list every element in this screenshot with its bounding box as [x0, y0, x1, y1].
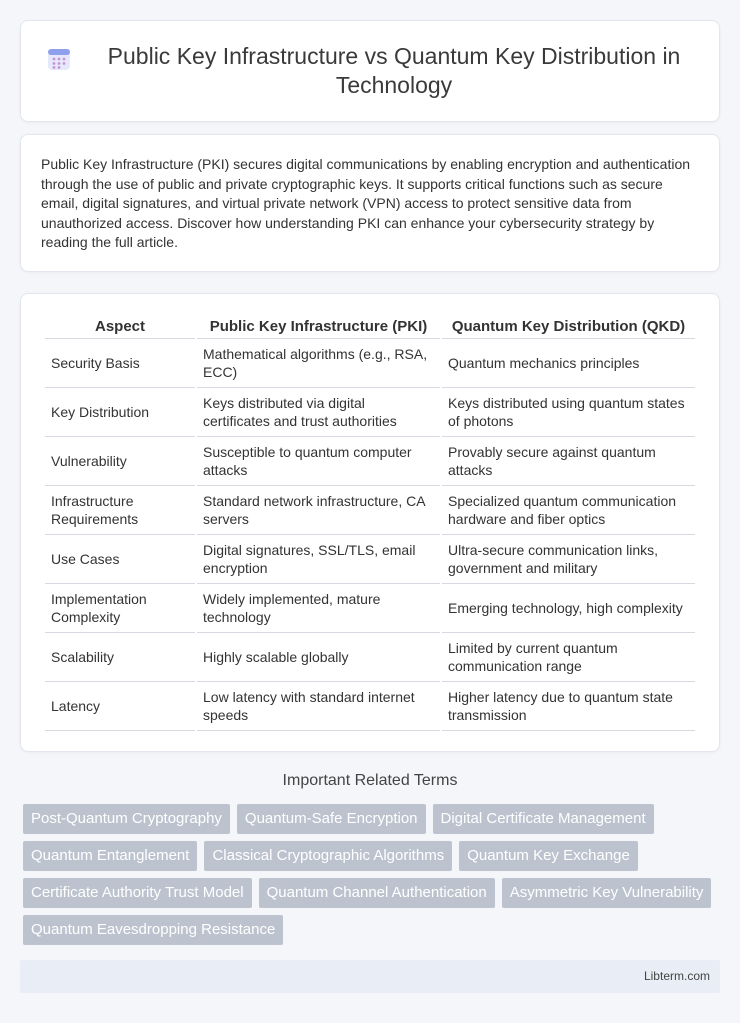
related-term-tag[interactable]: Quantum Entanglement — [23, 841, 197, 871]
cell-pki: Highly scalable globally — [197, 633, 440, 682]
page-title: Public Key Infrastructure vs Quantum Key Distribution in Technology — [107, 43, 681, 98]
cell-pki: Low latency with standard internet speeds — [197, 682, 440, 731]
footer — [20, 960, 720, 993]
comparison-table-card — [20, 293, 720, 752]
related-term-tag[interactable]: Quantum Key Exchange — [459, 841, 638, 871]
cell-pki: Mathematical algorithms (e.g., RSA, ECC) — [197, 339, 440, 388]
cell-aspect: Infrastructure Requirements — [45, 486, 195, 535]
table-row — [45, 633, 695, 682]
cell-qkd: Limited by current quantum communication range — [442, 633, 695, 682]
related-term-tag[interactable]: Quantum Channel Authentication — [259, 878, 495, 908]
table-row — [45, 339, 695, 388]
table-row — [45, 437, 695, 486]
header-pki: Public Key Infrastructure (PKI) — [197, 312, 440, 339]
header-card — [20, 20, 720, 122]
cell-qkd: Provably secure against quantum attacks — [442, 437, 695, 486]
cell-pki: Standard network infrastructure, CA servers — [197, 486, 440, 535]
related-terms-list — [23, 804, 723, 952]
related-term-tag[interactable]: Certificate Authority Trust Model — [23, 878, 252, 908]
cell-aspect: Scalability — [45, 633, 195, 682]
header-aspect: Aspect — [45, 312, 195, 339]
table-row — [45, 535, 695, 584]
table-row — [45, 486, 695, 535]
cell-aspect: Use Cases — [45, 535, 195, 584]
cell-aspect: Implementation Complexity — [45, 584, 195, 633]
table-row — [45, 388, 695, 437]
related-term-tag[interactable]: Post-Quantum Cryptography — [23, 804, 230, 834]
calendar-grid-icon — [46, 46, 72, 72]
table-row — [45, 682, 695, 731]
table-row — [45, 584, 695, 633]
cell-pki: Digital signatures, SSL/TLS, email encryption — [197, 535, 440, 584]
related-term-tag[interactable]: Asymmetric Key Vulnerability — [502, 878, 712, 908]
cell-aspect: Security Basis — [45, 339, 195, 388]
table-header-row — [45, 312, 695, 339]
cell-qkd: Specialized quantum communication hardware and fiber optics — [442, 486, 695, 535]
cell-pki: Susceptible to quantum computer attacks — [197, 437, 440, 486]
cell-qkd: Quantum mechanics principles — [442, 339, 695, 388]
cell-qkd: Higher latency due to quantum state transmission — [442, 682, 695, 731]
cell-qkd: Keys distributed using quantum states of photons — [442, 388, 695, 437]
cell-pki: Widely implemented, mature technology — [197, 584, 440, 633]
related-term-tag[interactable]: Quantum Eavesdropping Resistance — [23, 915, 283, 945]
related-term-tag[interactable]: Classical Cryptographic Algorithms — [204, 841, 452, 871]
cell-aspect: Vulnerability — [45, 437, 195, 486]
cell-aspect: Latency — [45, 682, 195, 731]
related-terms-title: Important Related Terms — [282, 772, 458, 789]
intro-card — [20, 134, 720, 272]
related-term-tag[interactable]: Digital Certificate Management — [433, 804, 654, 834]
cell-qkd: Emerging technology, high complexity — [442, 584, 695, 633]
footer-site-link[interactable]: Libterm.com — [643, 969, 710, 983]
header — [46, 42, 694, 100]
cell-qkd: Ultra-secure communication links, government and military — [442, 535, 695, 584]
cell-aspect: Key Distribution — [45, 388, 195, 437]
header-qkd: Quantum Key Distribution (QKD) — [442, 312, 695, 339]
related-term-tag[interactable]: Quantum-Safe Encryption — [237, 804, 426, 834]
cell-pki: Keys distributed via digital certificates and trust authorities — [197, 388, 440, 437]
intro-paragraph: Public Key Infrastructure (PKI) secures digital communications by enabling encryption and authentication through the use of public and private cryptographic keys. It supports critical functions such as secure email, digital signatures, and virtual private network (VPN) access to protect sensitive data from unauthorized access. Discover how understanding PKI can enhance your cybersecurity strategy by reading the full article. — [41, 156, 691, 251]
comparison-table — [43, 312, 697, 731]
